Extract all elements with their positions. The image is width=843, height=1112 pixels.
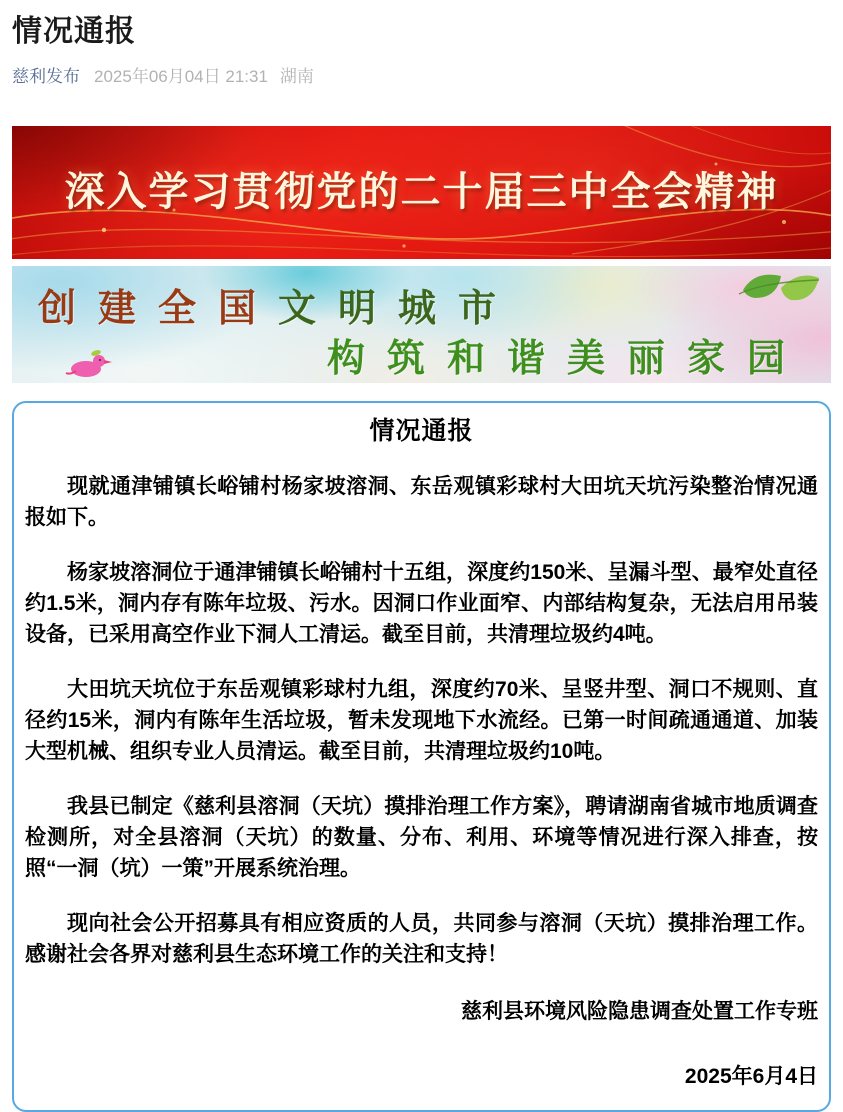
red-slogan-text: 深入学习贯彻党的二十届三中全会精神 — [64, 170, 779, 214]
leaves-icon — [703, 268, 823, 324]
city-slogan-line1 — [38, 286, 518, 330]
notice-heading: 情况通报 — [369, 417, 474, 445]
notice-date: 2025年6月4日 — [684, 1065, 818, 1088]
notice-paragraph: 我县已制定《慈利县溶洞（天坑）摸排治理工作方案》，聘请湖南省城市地质调查检测所，对全县溶洞（天坑）的数量、分布、利用、环境等情况进行深入排查，按照“一洞（坑）一策”开展系统治理。 — [25, 795, 818, 880]
publish-region: 湖南 — [279, 67, 314, 86]
city-slogan-line1-seg1: 创建全国 — [38, 285, 279, 330]
notice-paragraph: 现就通津铺镇长峪铺村杨家坡溶洞、东岳观镇彩球村大田坑天坑污染整治情况通报如下。 — [25, 475, 818, 529]
city-slogan-line2: 构筑和谐美丽家园 — [326, 335, 807, 380]
page-title: 情况通报 — [12, 15, 136, 48]
city-slogan-banner-image[interactable] — [12, 266, 831, 383]
notice-paragraph: 大田坑天坑位于东岳观镇彩球村九组，深度约70米、呈竖井型、洞口不规则、直径约15米，洞内有陈年生活垃圾，暂未发现地下水流经。已第一时间疏通通道、加装大型机械、组织专业人员清运。截至目前，共清理垃圾约10吨。 — [25, 678, 818, 763]
red-slogan-banner-image[interactable] — [12, 126, 831, 259]
notice-paragraph: 杨家坡溶洞位于通津铺镇长峪铺村十五组，深度约150米、呈漏斗型、最窄处直径约1.5米，洞内存有陈年垃圾、污水。因洞口作业面窄、内部结构复杂，无法启用吊装设备，已采用高空作业下洞人工清运。截至目前，共清理垃圾约4吨。 — [25, 561, 818, 646]
publish-datetime: 2025年06月04日 21:31 — [94, 67, 268, 86]
bird-icon — [60, 349, 120, 379]
notice-box — [12, 401, 831, 1112]
notice-paragraph: 现向社会公开招募具有相应资质的人员，共同参与溶洞（天坑）摸排治理工作。感谢社会各界对慈利县生态环境工作的关注和支持！ — [25, 912, 818, 966]
city-slogan-line1-seg2: 文明城市 — [278, 285, 519, 330]
byline — [12, 66, 831, 88]
notice-signature: 慈利县环境风险隐患调查处置工作专班 — [461, 1000, 818, 1023]
account-link[interactable]: 慈利发布 — [12, 67, 80, 86]
